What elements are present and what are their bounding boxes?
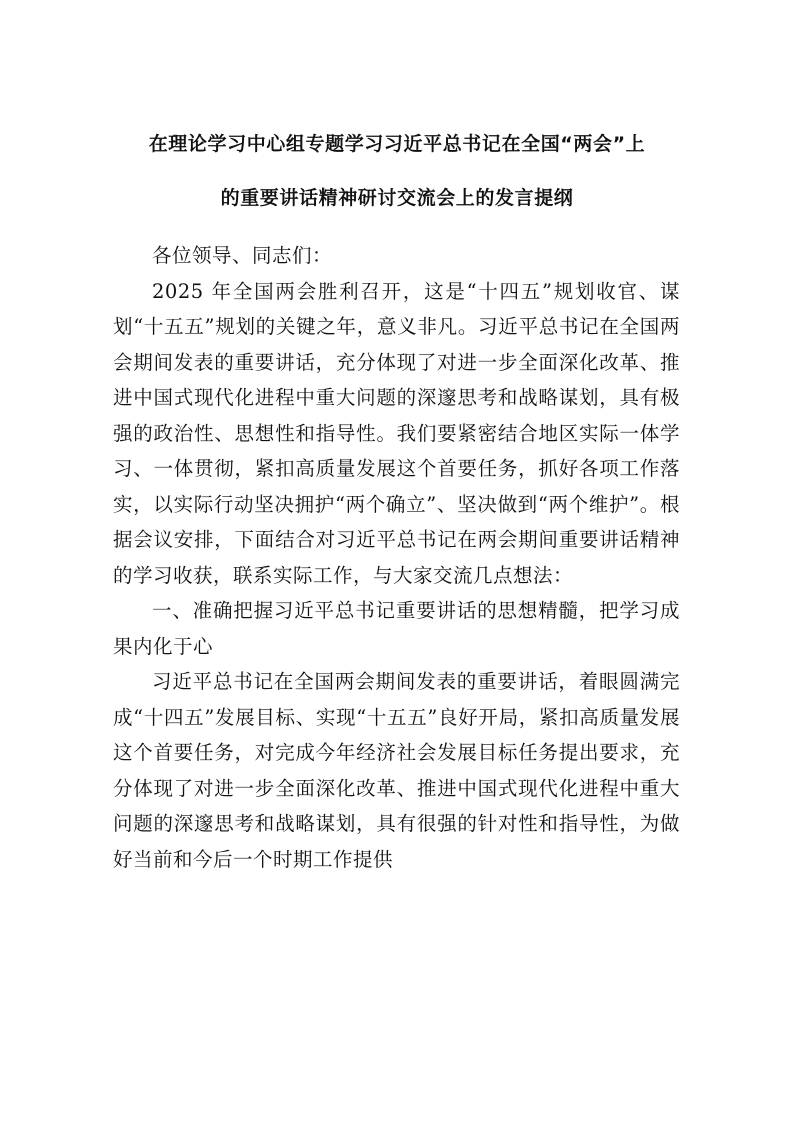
document-title-line-2: 的重要讲话精神研讨交流会上的发言提纲 xyxy=(220,187,574,209)
intro-paragraph: 2025 年全国两会胜利召开，这是“十四五”规划收官、谋划“十五五”规划的关键之年，意义非凡。习近平总书记在全国两会期间发表的重要讲话，充分体现了对进一步全面深化改革、推进中国式现代化进程中重大问题的深邃思考和战略谋划，具有极强的政治性、思想性和指导性。我们要紧密结合地区实际一体学习、一体贯彻，紧扣高质量发展这个首要任务，抓好各项工作落实，以实际行动坚决拥护“两个确立”、坚决做到“两个维护”。根据会议安排，下面结合对习近平总书记在两会期间重要讲话精神的学习收获，联系实际工作，与大家交流几点想法： xyxy=(113,279,680,587)
document-body xyxy=(113,238,680,877)
document-title-line-1: 在理论学习中心组专题学习习近平总书记在全国“两会”上 xyxy=(148,133,646,155)
section-heading-1: 一、准确把握习近平总书记重要讲话的思想精髓，把学习成果内化于心 xyxy=(113,599,680,658)
salutation: 各位领导、同志们： xyxy=(152,244,333,267)
section-1-paragraph: 习近平总书记在全国两会期间发表的重要讲话，着眼圆满完成“十四五”发展目标、实现“十五五”良好开局，紧扣高质量发展这个首要任务，对完成今年经济社会发展目标任务提出要求，充分体现了对进一步全面深化改革、推进中国式现代化进程中重大问题的深邃思考和战略谋划，具有很强的针对性和指导性，为做好当前和今后一个时期工作提供 xyxy=(113,670,680,871)
